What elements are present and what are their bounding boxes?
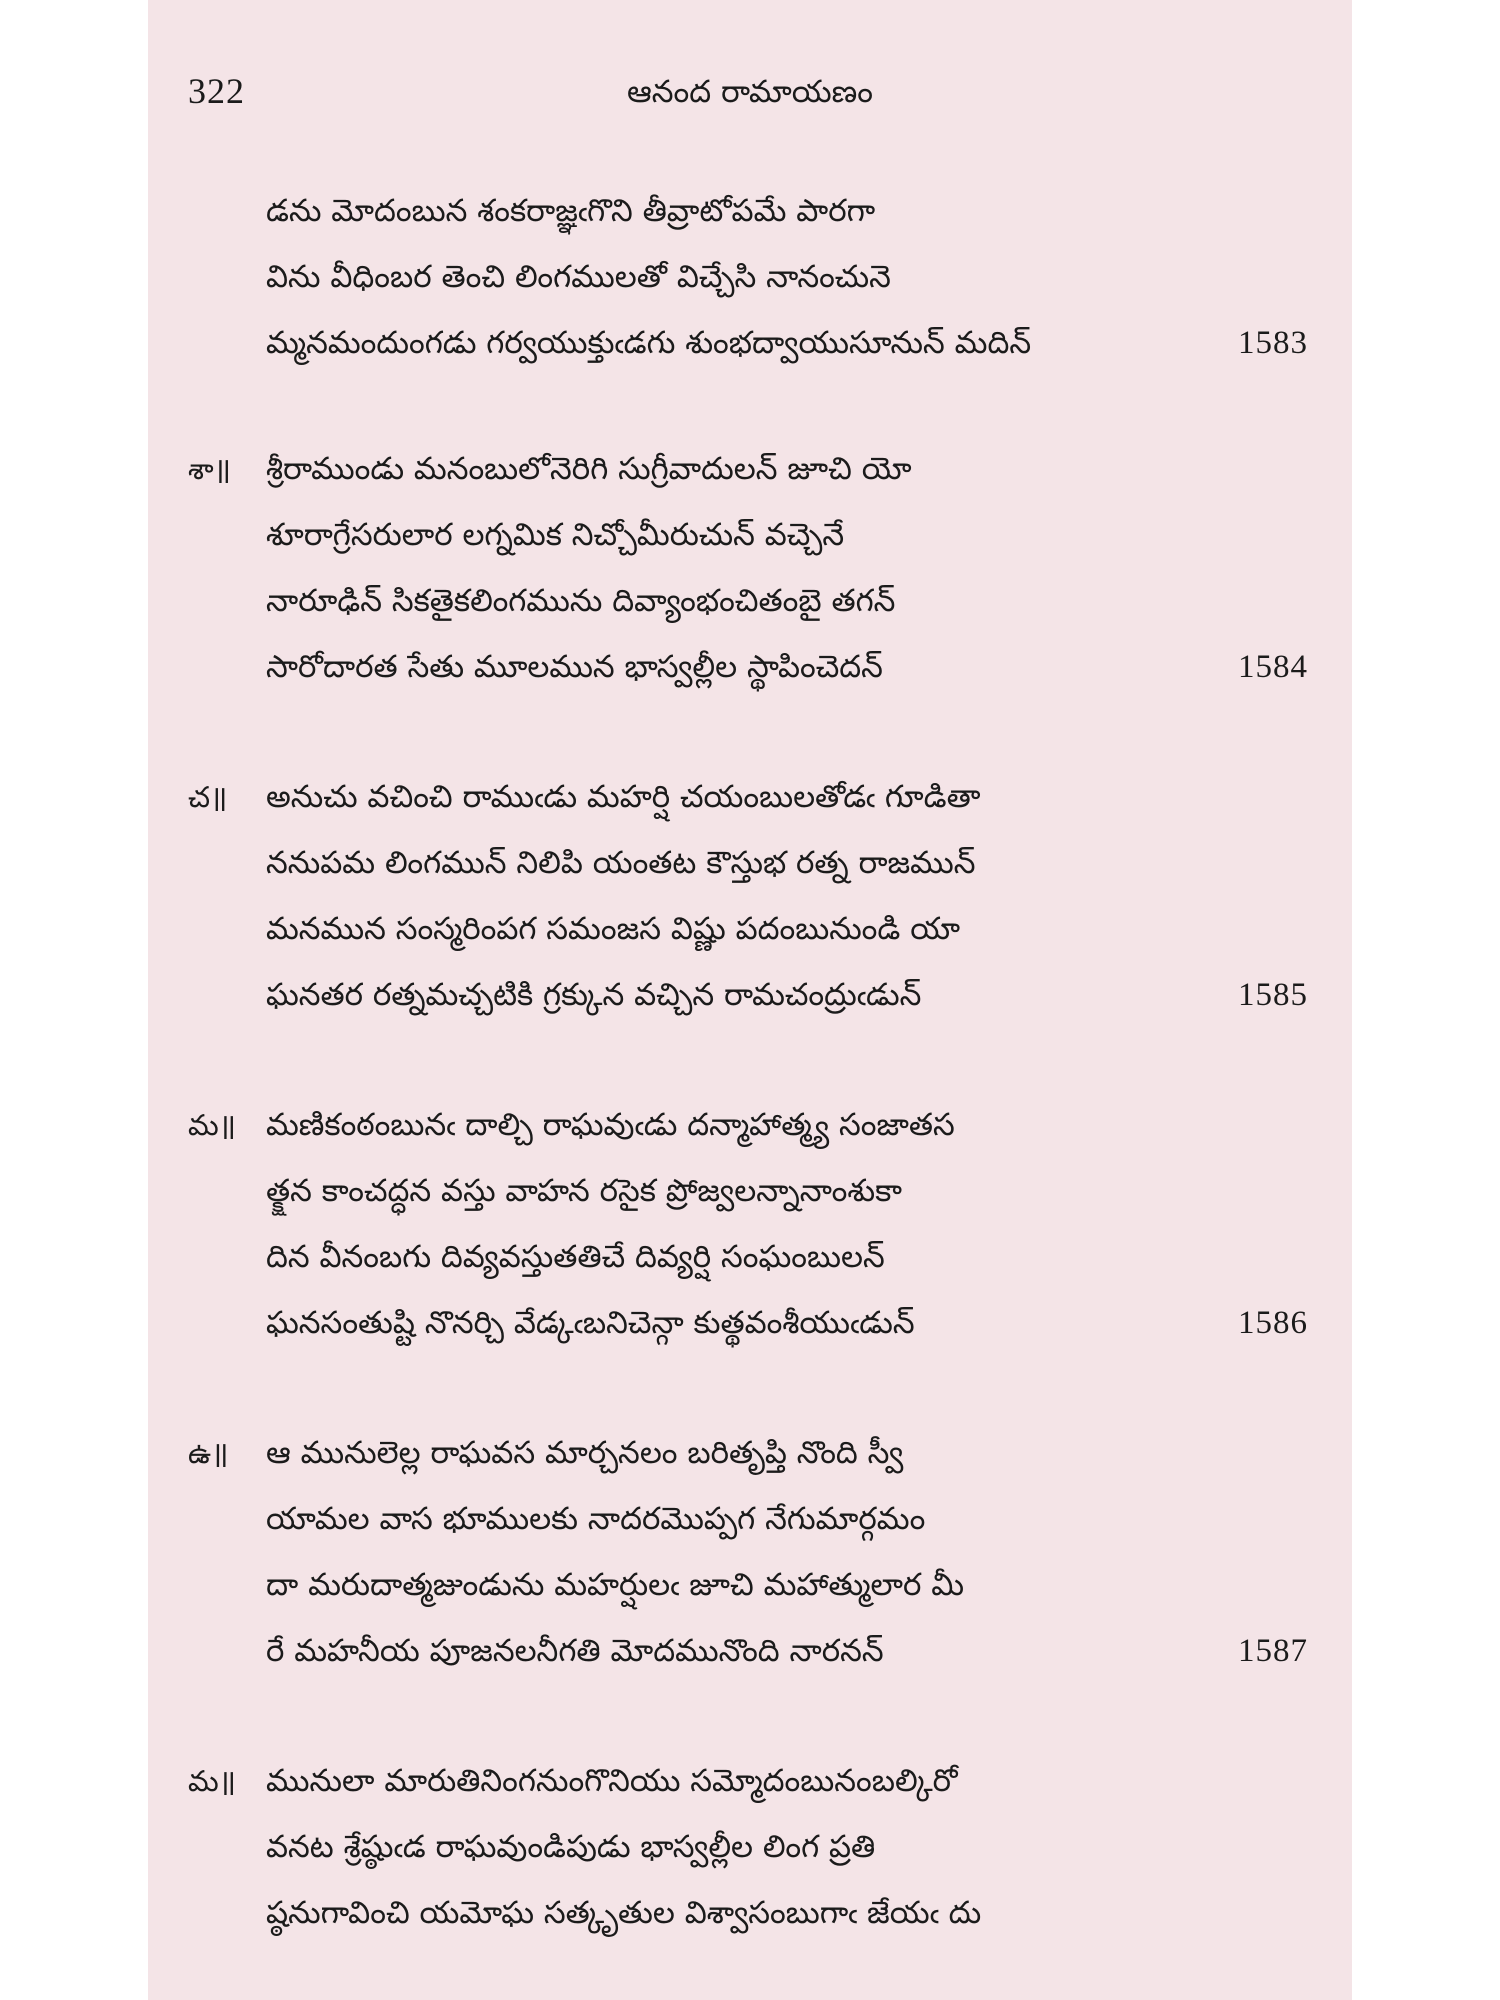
verse-line: త్క్షన కాంచద్ధన వస్తు వాహన రసైక ప్రోజ్వలన్నానాంశుకా	[266, 1173, 903, 1209]
verse-line: ఘనసంతుష్టి నొనర్చి వేడ్కఁబనిచెన్గా కుత్థవంశీయుఁడున్	[266, 1305, 915, 1341]
verse-line: వనట శ్రేష్ఠుఁడ రాఘవుండిపుడు భాస్వల్లీల లింగ ప్రతి	[266, 1829, 876, 1865]
verse-line: దిన వీనంబగు దివ్యవస్తుతతిచే దివ్యర్షి సంఘంబులన్	[266, 1239, 885, 1275]
verse-line: మణికంఠంబునఁ దాల్చి రాఘవుఁడు దన్మాహాత్మ్య సంజాతస	[266, 1107, 955, 1143]
verse-number: 1586	[1238, 1305, 1308, 1341]
verse-meter: మ॥	[188, 1764, 237, 1798]
verse-line: మనమున సంస్మరింపగ సమంజస విష్ణు పదంబునుండి యా	[266, 911, 961, 947]
verse-line: నారూఢిన్ సికతైకలింగమును దివ్యాంభంచితంబై తగన్	[266, 583, 896, 619]
book-page	[148, 0, 1352, 2000]
running-title: ఆనంద రామాయణం	[627, 74, 873, 110]
verse-line: విను వీధింబర తెంచి లింగములతో విచ్చేసి నానంచునె	[266, 259, 891, 295]
verse-number: 1585	[1238, 977, 1308, 1013]
verse-line: ష్ఠనుగావించి యమోఘ సత్కృతుల విశ్వాసంబుగాఁ జేయఁ దు	[266, 1895, 982, 1931]
verse-meter: శా॥	[188, 452, 231, 486]
verse-meter: చ॥	[188, 780, 228, 814]
verse-line: శ్రీరాముండు మనంబులోనెరిగి సుగ్రీవాదులన్ జూచి యో	[266, 451, 912, 487]
verse-line: అనుచు వచించి రాముఁడు మహర్షి చయంబులతోడఁ గూడితా	[266, 779, 981, 815]
page-header	[148, 70, 1352, 130]
verse-line: యామల వాస భూములకు నాదరమొప్పగ నేగుమార్గమం	[266, 1501, 926, 1537]
verse-line: మునులా మారుతినింగనుంగొనియు సమ్మోదంబునంబల్కిరో	[266, 1763, 958, 1799]
verse-line: శూరాగ్రేసరులార లగ్నమిక నిచ్చోమీరుచున్ వచ్చెనే	[266, 517, 845, 553]
verse-number: 1583	[1238, 325, 1308, 361]
verse-line: ఘనతర రత్నమచ్చటికి గ్రక్కున వచ్చిన రామచంద్రుఁడున్	[266, 977, 922, 1013]
verse-number: 1587	[1238, 1633, 1308, 1669]
verse-line: డను మోదంబున శంకరాజ్ఞఁగొని తీవ్రాటోపమే పారగా	[266, 193, 876, 229]
page-number: 322	[188, 71, 245, 111]
verse-line: ననుపమ లింగమున్ నిలిపి యంతట కౌస్తుభ రత్న రాజమున్	[266, 845, 976, 881]
verse-line: రే మహనీయ పూజనలనీగతి మోదమునొంది నారనన్	[266, 1633, 884, 1669]
verse-meter: ఉ॥	[188, 1436, 229, 1470]
verse-number: 1584	[1238, 649, 1308, 685]
verse-line: మ్మనమందుంగడు గర్వయుక్తుఁడగు శుంభద్వాయుసూనున్ మదిన్	[266, 325, 1032, 361]
verse-line: ఆ మునులెల్ల రాఘవస మార్చనలం బరితృప్తి నొంది స్వీ	[266, 1435, 904, 1471]
verse-meter: మ॥	[188, 1108, 237, 1142]
verse-line: దా మరుదాత్మజుండును మహర్షులఁ జూచి మహాత్ములార మీ	[266, 1567, 965, 1603]
verse-line: సారోదారత సేతు మూలమున భాస్వల్లీల స్థాపించెదన్	[266, 649, 883, 685]
